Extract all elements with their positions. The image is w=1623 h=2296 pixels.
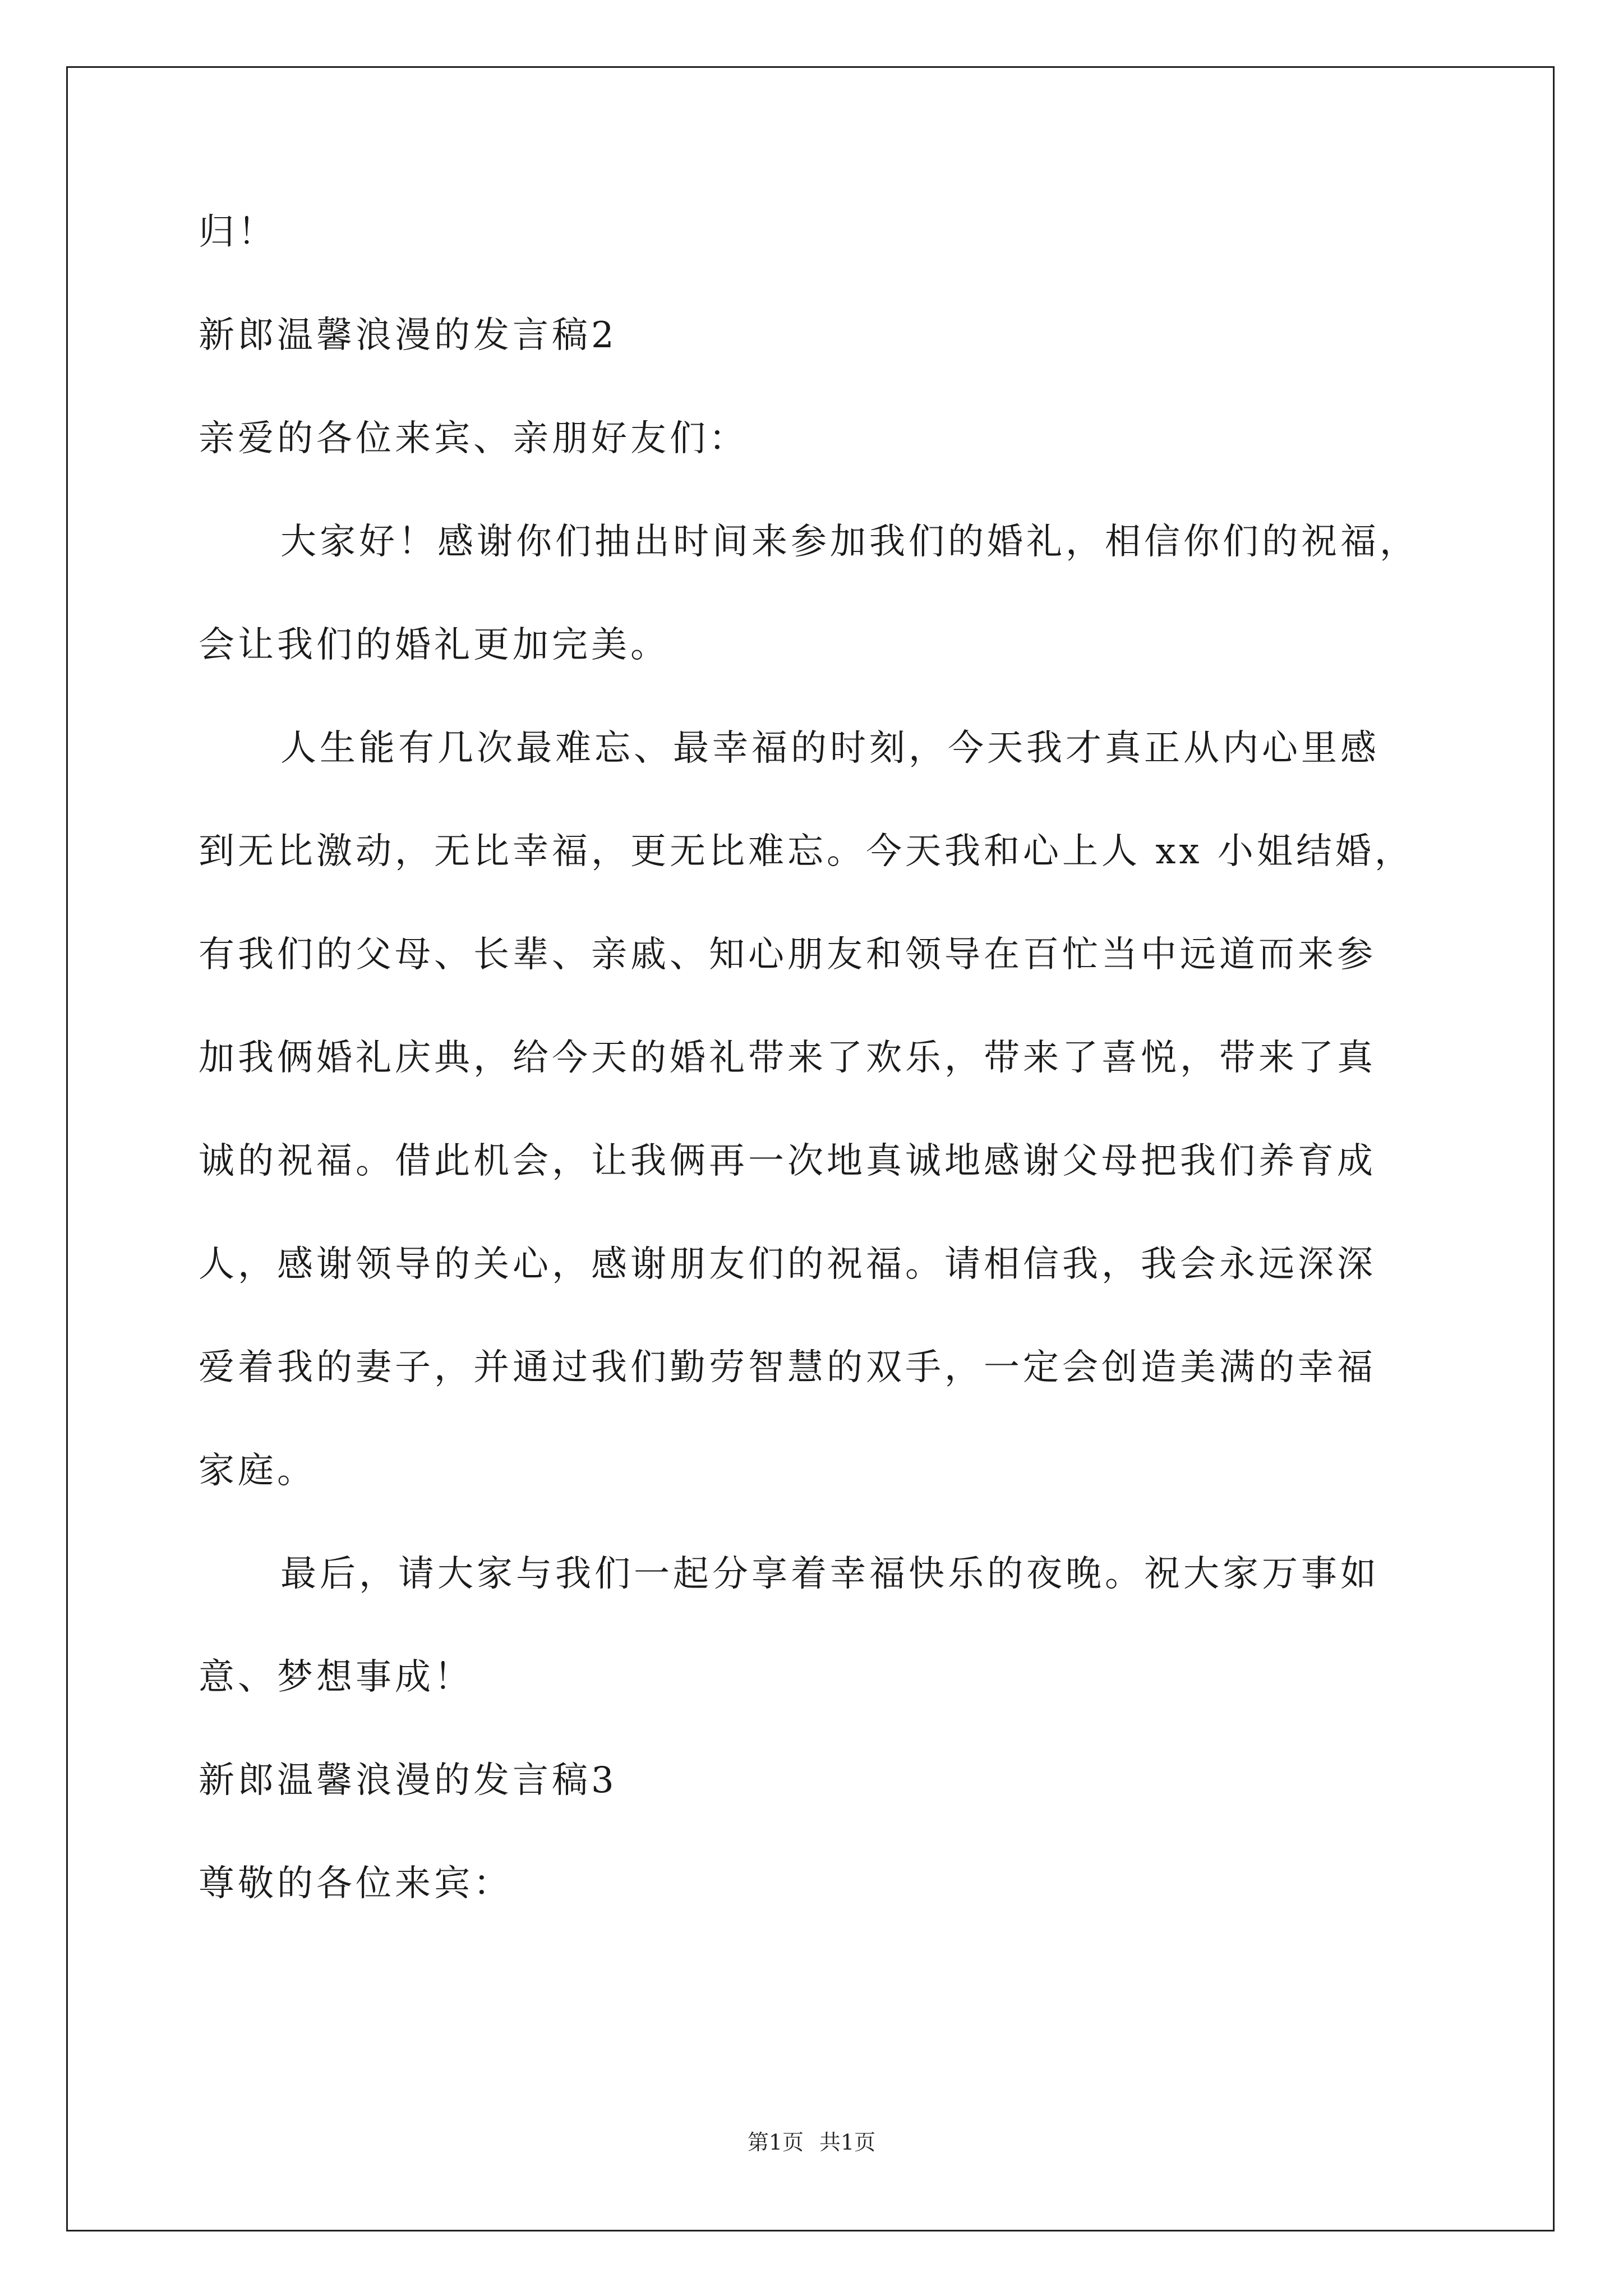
text-line-continuation: 归！ (199, 211, 277, 253)
paragraph-line: 最后，请大家与我们一起分享着幸福快乐的夜晚。祝大家万事如 (280, 1553, 1380, 1595)
salutation-3: 尊敬的各位来宾： (199, 1863, 513, 1904)
paragraph-line: 有我们的父母、长辈、亲戚、知心朋友和领导在百忙当中远道而来参 (199, 934, 1376, 976)
paragraph-line: 人生能有几次最难忘、最幸福的时刻，今天我才真正从内心里感 (280, 728, 1380, 769)
section-heading-2: 新郎温馨浪漫的发言稿2 (199, 315, 617, 356)
paragraph-line: 大家好！感谢你们抽出时间来参加我们的婚礼，相信你们的祝福， (280, 521, 1419, 563)
page-number: 第1页 (747, 2130, 804, 2155)
page-footer (0, 2128, 1623, 2156)
paragraph-line: 家庭。 (199, 1450, 316, 1492)
section-heading-3: 新郎温馨浪漫的发言稿3 (199, 1760, 617, 1801)
salutation-2: 亲爱的各位来宾、亲朋好友们： (199, 418, 748, 459)
paragraph-line: 会让我们的婚礼更加完美。 (199, 624, 670, 666)
paragraph-line: 爱着我的妻子，并通过我们勤劳智慧的双手，一定会创造美满的幸福 (199, 1347, 1376, 1388)
paragraph-line: 诚的祝福。借此机会，让我俩再一次地真诚地感谢父母把我们养育成 (199, 1140, 1376, 1182)
paragraph-line: 人，感谢领导的关心，感谢朋友们的祝福。请相信我，我会永远深深 (199, 1244, 1376, 1285)
paragraph-line: 意、梦想事成！ (199, 1657, 473, 1698)
paragraph-line: 加我俩婚礼庆典，给今天的婚礼带来了欢乐，带来了喜悦，带来了真 (199, 1037, 1376, 1079)
paragraph-line: 到无比激动，无比幸福，更无比难忘。今天我和心上人 xx 小姐结婚， (199, 831, 1414, 872)
page-total: 共1页 (819, 2130, 876, 2155)
